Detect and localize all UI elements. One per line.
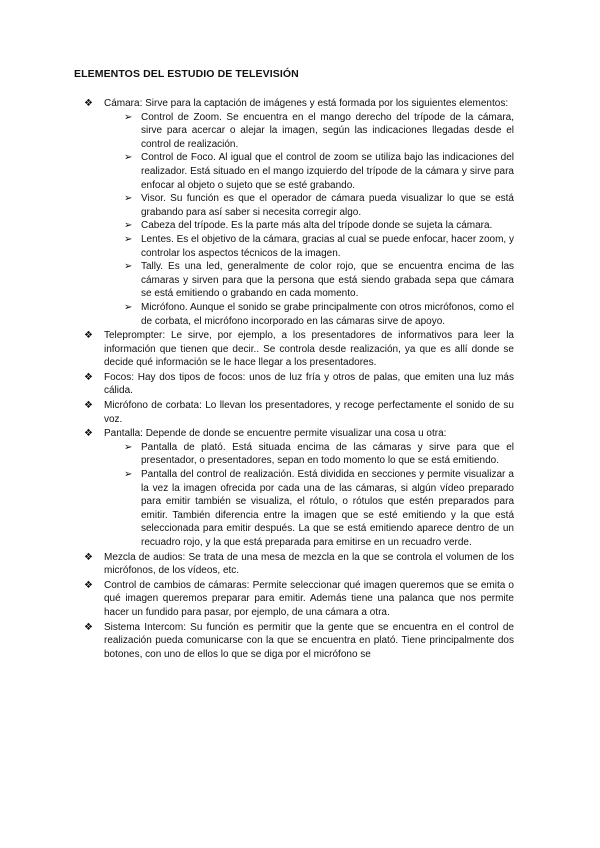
arrow-bullet-icon: ➢ — [124, 261, 133, 273]
sub-list-item — [104, 301, 514, 328]
sub-list-item — [104, 111, 514, 152]
diamond-bullet-icon: ❖ — [84, 551, 93, 563]
diamond-bullet-icon: ❖ — [84, 98, 93, 109]
arrow-bullet-icon: ➢ — [124, 469, 133, 481]
arrow-bullet-icon: ➢ — [124, 111, 133, 123]
sub-list-item-text: Tally. Es una led, generalmente de color rojo, que se encuentra encima de las cámaras y sirven para que la persona que está siendo grabada sepa que cámara se está emitiendo o grabando en cada momento. — [141, 261, 514, 300]
list-item-text: Control de cambios de cámaras: Permite seleccionar qué imagen queremos que se emita o qué imagen queremos preparar para emitir. Además tiene una palanca que nos permite hacer un fundido para pasar, por ejemplo, de una cámara a otra. — [104, 579, 514, 618]
sub-list-item-text: Control de Foco. Al igual que el control de zoom se utiliza bajo las indicaciones del realizador. Está situado en el mango izquierdo del trípode de la cámara y sirve para enfocar al objeto o sujeto que se esté grabando. — [141, 152, 514, 191]
arrow-bullet-icon: ➢ — [124, 152, 133, 164]
list-item-text: Cámara: Sirve para la captación de imágenes y está formada por los siguientes elementos: — [104, 98, 509, 109]
sub-bullet-list — [104, 441, 514, 550]
sub-list-item-text: Pantalla de plató. Está situada encima de las cámaras y sirve para que el presentador, o presentadores, sepan en todo momento lo que se está emitiendo. — [141, 441, 514, 467]
sub-list-item-text: Visor. Su función es que el operador de cámara pueda visualizar lo que se está grabando para así saber si necesita corregir algo. — [141, 193, 514, 218]
sub-list-item — [104, 260, 514, 301]
diamond-bullet-icon: ❖ — [84, 428, 93, 440]
list-item — [74, 329, 514, 370]
sub-list-item-text: Pantalla del control de realización. Está dividida en secciones y permite visualizar a la vez la imagen ofrecida por cada una de las cámaras, si algún vídeo preparado para emitir también se visualiza, el rótulo, o rótulos que estén preparados para emitir. También diferencia entre la imagen que se esté emitiendo y la que está seleccionada para emitir después. La que se está emitiendo aparece dentro de un recuadro rojo, y la que está preparada para emitirse en un recuadro verde. — [141, 469, 514, 548]
sub-list-item — [104, 192, 514, 219]
list-item-text: Focos: Hay dos tipos de focos: unos de luz fría y otros de palas, que emiten una luz más cálida. — [104, 371, 514, 397]
diamond-bullet-icon: ❖ — [84, 371, 93, 383]
list-item — [74, 621, 514, 662]
sub-list-item — [104, 441, 514, 468]
diamond-bullet-icon: ❖ — [84, 330, 93, 342]
main-bullet-list — [74, 97, 514, 661]
list-item-text: Mezcla de audios: Se trata de una mesa de mezcla en la que se controla el volumen de los micrófonos, de los vídeos, etc. — [104, 551, 514, 577]
list-item-text: Teleprompter: Le sirve, por ejemplo, a los presentadores de informativos para leer la información que tienen que decir.. Se controla desde realización, ya que es allí donde se decide qué información se le hace llegar a los presentadores. — [104, 330, 514, 369]
sub-list-item — [104, 151, 514, 192]
arrow-bullet-icon: ➢ — [124, 441, 133, 453]
arrow-bullet-icon: ➢ — [124, 193, 133, 205]
arrow-bullet-icon: ➢ — [124, 233, 133, 245]
list-item-text: Pantalla: Depende de donde se encuentre permite visualizar una cosa u otra: — [104, 428, 447, 440]
sub-list-item-text: Control de Zoom. Se encuentra en el mango derecho del trípode de la cámara, sirve para acercar o alejar la imagen, según las indicaciones llegadas desde el control de realización. — [141, 111, 514, 150]
sub-list-item-text: Cabeza del trípode. Es la parte más alta del trípode donde se sujeta la cámara. — [141, 220, 493, 232]
list-item — [74, 399, 514, 426]
list-item — [74, 551, 514, 578]
diamond-bullet-icon: ❖ — [84, 579, 93, 591]
sub-list-item-text: Micrófono. Aunque el sonido se grabe principalmente con otros micrófonos, como el de corbata, el micrófono incorporado en las cámaras sirve de apoyo. — [141, 301, 514, 327]
list-item — [74, 371, 514, 398]
list-item-text: Micrófono de corbata: Lo llevan los presentadores, y recoge perfectamente el sonido de su voz. — [104, 400, 514, 425]
arrow-bullet-icon: ➢ — [124, 301, 133, 313]
document-title: ELEMENTOS DEL ESTUDIO DE TELEVISIÓN — [74, 68, 299, 80]
list-item — [74, 427, 514, 549]
diamond-bullet-icon: ❖ — [84, 621, 93, 633]
list-item — [74, 579, 514, 620]
sub-list-item-text: Lentes. Es el objetivo de la cámara, gracias al cual se puede enfocar, hacer zoom, y controlar los aspectos técnicos de la imagen. — [141, 233, 514, 259]
list-item-text: Sistema Intercom: Su función es permitir que la gente que se encuentra en el control de realización pueda comunicarse con la que se encuentra en plató. Tiene principalmente dos botones, con uno de ellos lo que se diga por el micrófono se — [104, 621, 514, 660]
list-item — [74, 97, 514, 328]
sub-list-item — [104, 233, 514, 260]
sub-list-item — [104, 468, 514, 550]
diamond-bullet-icon: ❖ — [84, 400, 93, 412]
sub-list-item — [104, 219, 514, 233]
sub-bullet-list — [104, 111, 514, 329]
arrow-bullet-icon: ➢ — [124, 220, 133, 232]
